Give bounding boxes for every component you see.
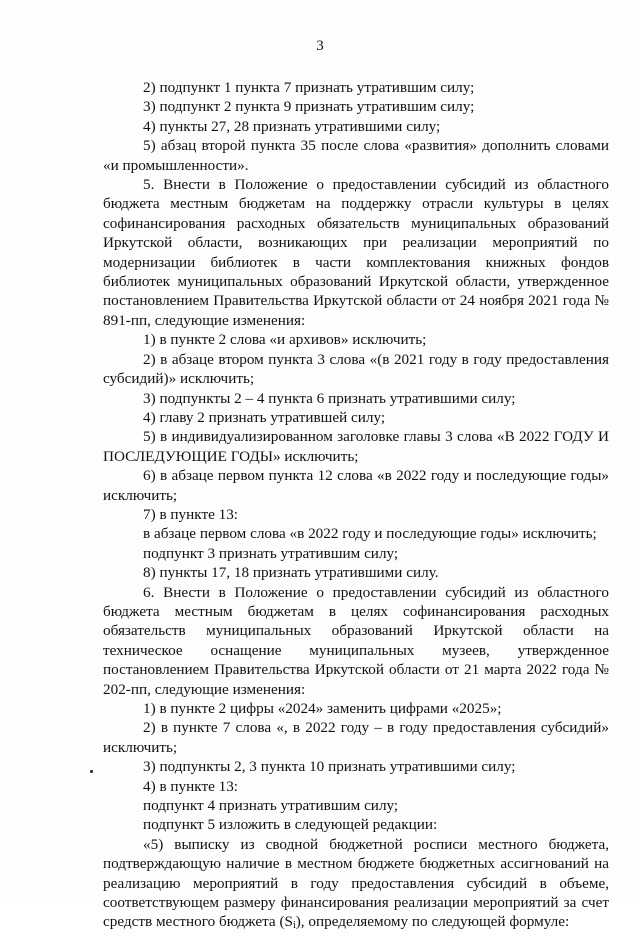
list-item: 3) подпункт 2 пункта 9 признать утратившим силу; [143, 98, 475, 116]
list-item: 4) главу 2 признать утратившей силу; [143, 408, 386, 426]
list-item: 6) в абзаце первом пункта 12 слова «в 2022 году и последующие годы» исключить; [103, 467, 609, 504]
list-item: 4) пункты 27, 28 признать утратившими силу; [143, 117, 441, 135]
list-item: 3) подпункты 2 – 4 пункта 6 признать утратившими силу; [143, 389, 516, 407]
list-item: 1) в пункте 2 слова «и архивов» исключить; [143, 331, 427, 349]
list-item: 8) пункты 17, 18 признать утратившими силу. [143, 564, 439, 582]
list-item: 5) в индивидуализированном заголовке главы 3 слова «В 2022 ГОДУ И ПОСЛЕДУЮЩИЕ ГОДЫ» исключить; [103, 428, 609, 465]
list-item: 2) в абзаце втором пункта 3 слова «(в 2021 году в году предоставления субсидий)» исключить; [103, 350, 609, 388]
list-item: 3) подпункты 2, 3 пункта 10 признать утратившими силу; [143, 758, 516, 776]
quoted-text: «5) выписку из сводной бюджетной росписи местного бюджета, подтверждающую наличие в местном бюджете бюджетных ассигнований на реализацию мероприятий в году предоставления субсидий в объеме, соответствующем размеру финансирования реализации мероприятий за счет средств местного бюджета (S [103, 835, 609, 931]
list-item: подпункт 5 изложить в следующей редакции: [143, 816, 438, 834]
list-item: 7) в пункте 13: [143, 505, 239, 523]
list-item: 1) в пункте 2 цифры «2024» заменить цифрами «2025»; [143, 700, 502, 717]
quoted-paragraph [103, 835, 609, 936]
list-item: 5) абзац второй пункта 35 после слова «развития» дополнить словами «и промышленности». [103, 137, 609, 174]
quoted-text-end: ), определяемому по следующей формуле: [295, 913, 570, 931]
list-item: подпункт 3 признать утратившим силу; [143, 544, 399, 562]
list-item: 2) подпункт 1 пункта 7 признать утратившим силу; [143, 79, 475, 96]
list-item: в абзаце первом слова «в 2022 году и последующие годы» исключить; [143, 525, 597, 543]
list-item: 2) в пункте 7 слова «, в 2022 году – в году предоставления субсидий» исключить; [103, 719, 609, 756]
document-body [103, 78, 609, 936]
section-paragraph: 6. Внести в Положение о предоставлении субсидий из областного бюджета местным бюджетам в целях софинансирования расходных обязательств муниципальных образований Иркутской области на техническое оснащение муниципальных музеев, утвержденное постановлением Правительства Иркутской области от 21 марта 2022 года № 202-пп, следующие изменения: [103, 583, 609, 698]
formula-subscript: i [292, 920, 296, 932]
page-number: 3 [316, 38, 324, 54]
section-paragraph: 5. Внести в Положение о предоставлении субсидий из областного бюджета местным бюджетам на поддержку отрасли культуры в целях софинансирования расходных обязательств муниципальных образований Иркутской области, возникающих при реализации мероприятий по модернизации библиотек в части комплектования книжных фондов библиотек муниципальных образований Иркутской области, утвержденное постановлением Правительства Иркутской области от 24 ноября 2021 года № 891-пп, следующие изменения: [103, 176, 609, 329]
list-item: подпункт 4 признать утратившим силу; [143, 797, 399, 815]
scan-mark [90, 770, 93, 773]
list-item: 4) в пункте 13: [143, 777, 239, 795]
